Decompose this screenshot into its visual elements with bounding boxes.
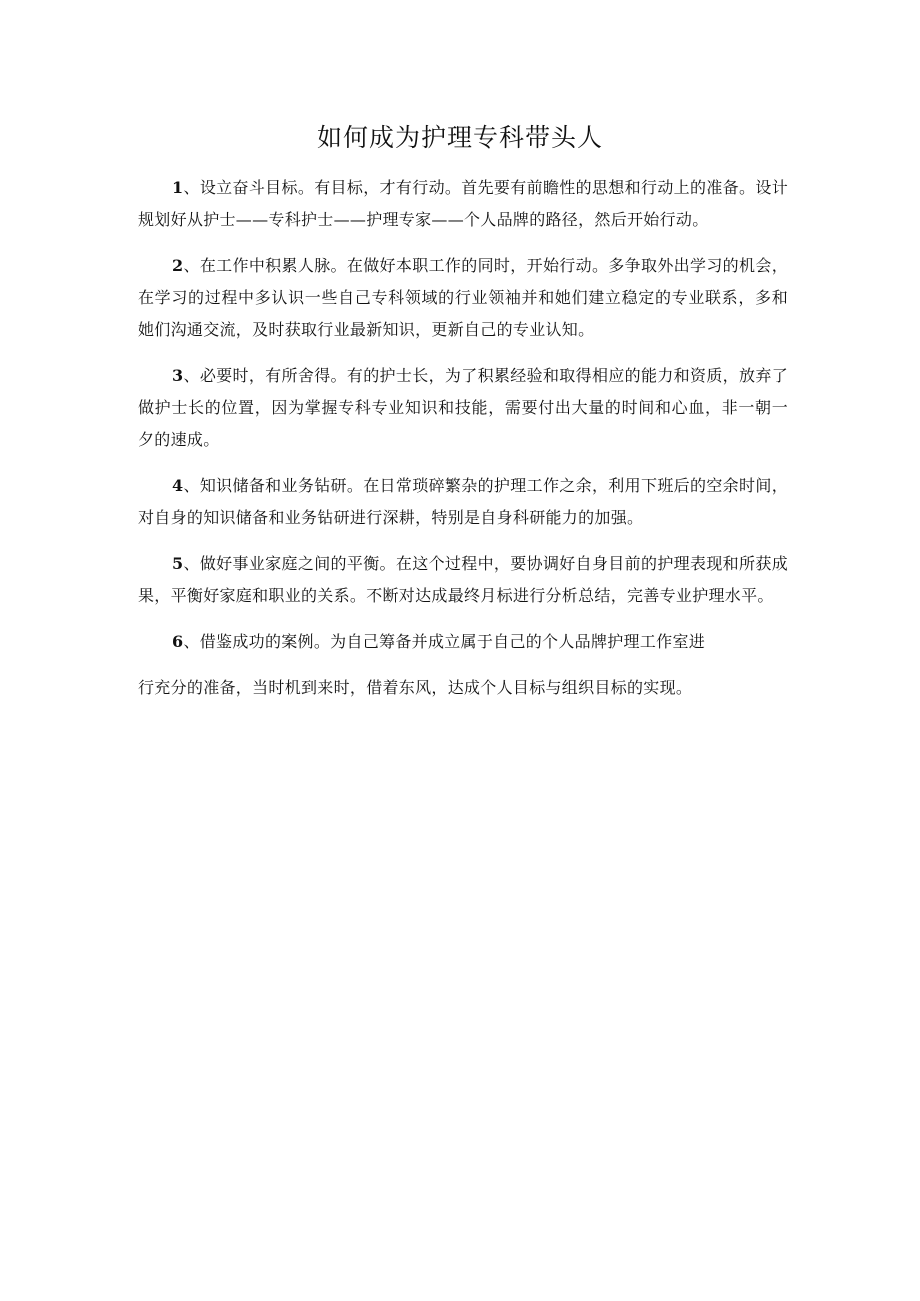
paragraph-number: 4 [172,476,184,495]
paragraph-number: 5 [172,554,184,573]
paragraph-number: 6 [172,632,184,651]
paragraph-text: 、在工作中积累人脉。在做好本职工作的同时，开始行动。多争取外出学习的机会，在学习的过程中多认识一些自己专科领域的行业领袖并和她们建立稳定的专业联系，多和她们沟通交流，及时获取行业最新知识，更新自己的专业认知。 [138,256,788,339]
paragraph-text: 、设立奋斗目标。有目标，才有行动。首先要有前瞻性的思想和行动上的准备。设计规划好从护士——专科护士——护理专家——个人品牌的路径，然后开始行动。 [138,178,788,229]
paragraph-text: 、做好事业家庭之间的平衡。在这个过程中，要协调好自身目前的护理表现和所获成果，平衡好家庭和职业的关系。不断对达成最终月标进行分析总结，完善专业护理水平。 [138,554,788,605]
paragraph-2 [138,250,788,346]
paragraph-text: 、知识储备和业务钻研。在日常琐碎繁杂的护理工作之余，利用下班后的空余时间，对自身的知识储备和业务钻研进行深耕，特别是自身科研能力的加强。 [138,476,788,527]
paragraph-text: 、借鉴成功的案例。为自己筹备并成立属于自己的个人品牌护理工作室进 [183,632,706,651]
paragraph-1 [138,172,788,236]
document-body [138,172,788,718]
paragraph-6 [138,626,788,658]
paragraph-number: 1 [172,178,184,197]
document-title: 如何成为护理专科带头人 [316,123,603,152]
paragraph-4 [138,470,788,534]
paragraph-5 [138,548,788,612]
paragraph-number: 3 [172,366,184,385]
paragraph-3 [138,360,788,456]
paragraph-text: 、必要时，有所舍得。有的护士长，为了积累经验和取得相应的能力和资质，放弃了做护士长的位置，因为掌握专科专业知识和技能，需要付出大量的时间和心血，非一朝一夕的速成。 [138,366,788,449]
paragraph-6-continuation: 行充分的准备，当时机到来时，借着东风，达成个人目标与组织目标的实现。 [138,678,693,697]
paragraph-number: 2 [172,256,184,275]
